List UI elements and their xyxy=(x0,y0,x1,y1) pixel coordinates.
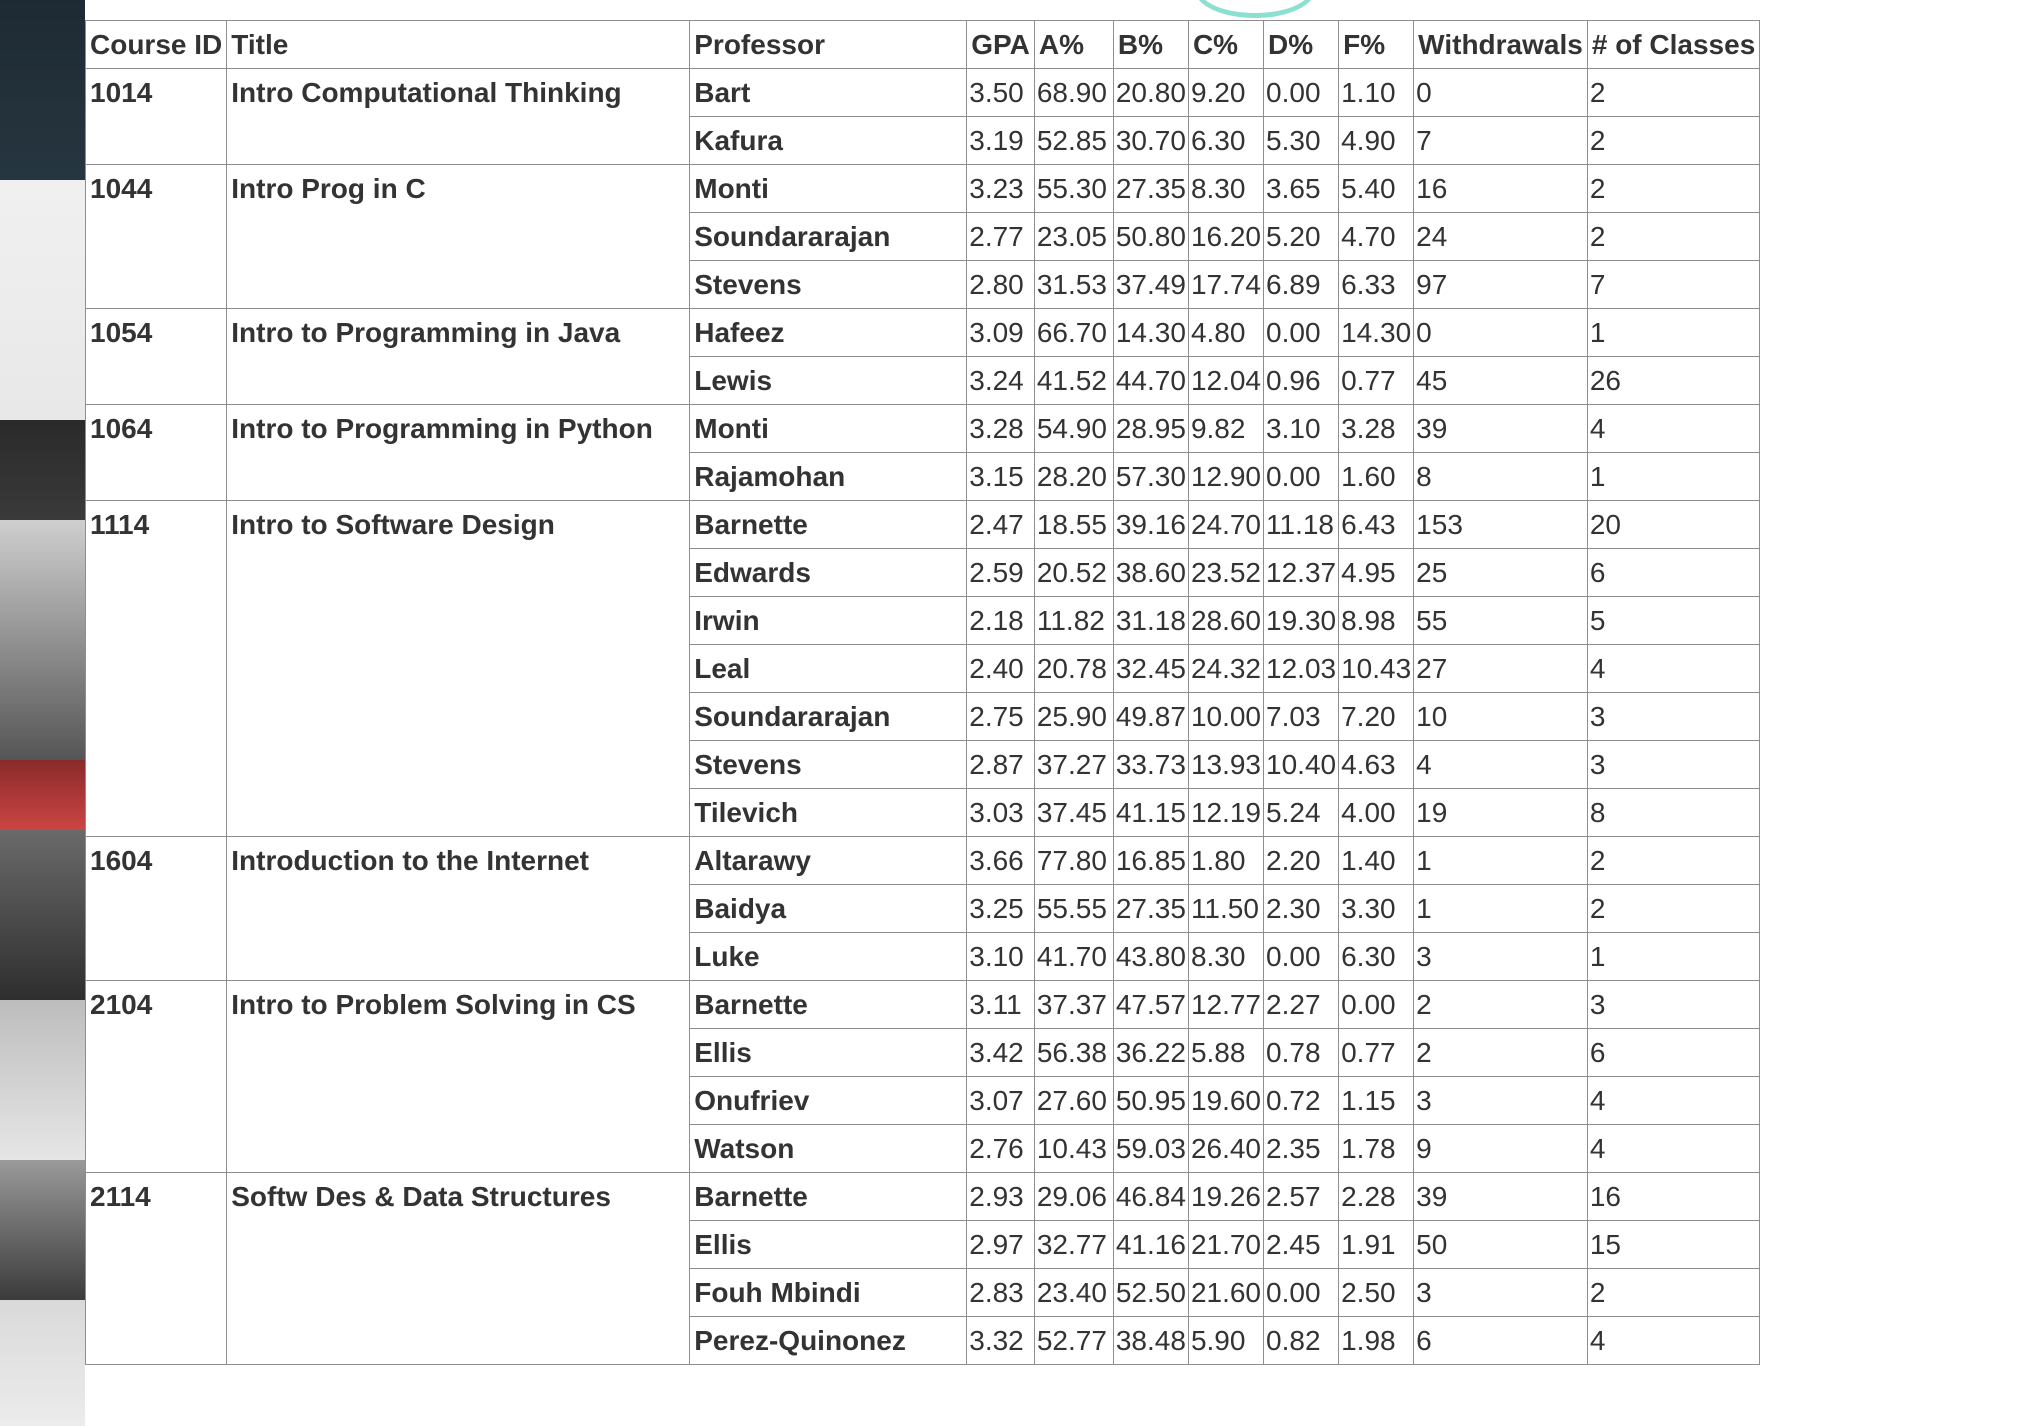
d-percent-cell: 0.00 xyxy=(1264,453,1339,501)
c-percent-cell: 6.30 xyxy=(1188,117,1263,165)
c-percent-cell: 12.77 xyxy=(1188,981,1263,1029)
f-percent-cell: 5.40 xyxy=(1339,165,1414,213)
f-percent-cell: 1.40 xyxy=(1339,837,1414,885)
b-percent-cell: 38.48 xyxy=(1113,1317,1188,1365)
professor-cell: Bart xyxy=(690,69,967,117)
withdrawals-cell: 8 xyxy=(1414,453,1588,501)
b-percent-cell: 46.84 xyxy=(1113,1173,1188,1221)
professor-cell: Irwin xyxy=(690,597,967,645)
withdrawals-cell: 9 xyxy=(1414,1125,1588,1173)
course-title-cell: Softw Des & Data Structures xyxy=(227,1173,690,1365)
withdrawals-cell: 16 xyxy=(1414,165,1588,213)
f-percent-cell: 3.28 xyxy=(1339,405,1414,453)
c-percent-cell: 5.88 xyxy=(1188,1029,1263,1077)
gpa-cell: 2.47 xyxy=(967,501,1035,549)
b-percent-cell: 41.15 xyxy=(1113,789,1188,837)
f-percent-cell: 0.77 xyxy=(1339,357,1414,405)
professor-cell: Monti xyxy=(690,165,967,213)
withdrawals-cell: 25 xyxy=(1414,549,1588,597)
a-percent-cell: 55.55 xyxy=(1034,885,1113,933)
gpa-cell: 3.19 xyxy=(967,117,1035,165)
num-classes-cell: 3 xyxy=(1587,741,1759,789)
background-photo-strip xyxy=(0,0,85,1426)
a-percent-cell: 23.40 xyxy=(1034,1269,1113,1317)
b-percent-cell: 16.85 xyxy=(1113,837,1188,885)
withdrawals-cell: 2 xyxy=(1414,981,1588,1029)
f-percent-cell: 1.78 xyxy=(1339,1125,1414,1173)
b-percent-cell: 38.60 xyxy=(1113,549,1188,597)
b-percent-cell: 37.49 xyxy=(1113,261,1188,309)
professor-cell: Baidya xyxy=(690,885,967,933)
num-classes-cell: 2 xyxy=(1587,165,1759,213)
professor-cell: Barnette xyxy=(690,1173,967,1221)
withdrawals-cell: 39 xyxy=(1414,1173,1588,1221)
c-percent-cell: 21.70 xyxy=(1188,1221,1263,1269)
f-percent-cell: 2.28 xyxy=(1339,1173,1414,1221)
f-percent-cell: 1.98 xyxy=(1339,1317,1414,1365)
d-percent-cell: 5.20 xyxy=(1264,213,1339,261)
c-percent-cell: 1.80 xyxy=(1188,837,1263,885)
c-percent-cell: 24.32 xyxy=(1188,645,1263,693)
c-percent-cell: 12.90 xyxy=(1188,453,1263,501)
d-percent-cell: 2.45 xyxy=(1264,1221,1339,1269)
f-percent-cell: 3.30 xyxy=(1339,885,1414,933)
b-percent-cell: 14.30 xyxy=(1113,309,1188,357)
header-gpa: GPA xyxy=(967,21,1035,69)
a-percent-cell: 77.80 xyxy=(1034,837,1113,885)
num-classes-cell: 2 xyxy=(1587,837,1759,885)
a-percent-cell: 11.82 xyxy=(1034,597,1113,645)
c-percent-cell: 17.74 xyxy=(1188,261,1263,309)
d-percent-cell: 0.82 xyxy=(1264,1317,1339,1365)
d-percent-cell: 5.30 xyxy=(1264,117,1339,165)
num-classes-cell: 2 xyxy=(1587,69,1759,117)
gpa-cell: 2.59 xyxy=(967,549,1035,597)
withdrawals-cell: 3 xyxy=(1414,1077,1588,1125)
num-classes-cell: 6 xyxy=(1587,1029,1759,1077)
withdrawals-cell: 1 xyxy=(1414,837,1588,885)
a-percent-cell: 37.37 xyxy=(1034,981,1113,1029)
withdrawals-cell: 2 xyxy=(1414,1029,1588,1077)
gpa-cell: 2.93 xyxy=(967,1173,1035,1221)
c-percent-cell: 19.60 xyxy=(1188,1077,1263,1125)
gpa-cell: 2.83 xyxy=(967,1269,1035,1317)
a-percent-cell: 28.20 xyxy=(1034,453,1113,501)
d-percent-cell: 7.03 xyxy=(1264,693,1339,741)
table-body xyxy=(86,69,1760,1365)
professor-cell: Luke xyxy=(690,933,967,981)
num-classes-cell: 2 xyxy=(1587,1269,1759,1317)
c-percent-cell: 11.50 xyxy=(1188,885,1263,933)
num-classes-cell: 20 xyxy=(1587,501,1759,549)
c-percent-cell: 23.52 xyxy=(1188,549,1263,597)
num-classes-cell: 4 xyxy=(1587,1077,1759,1125)
c-percent-cell: 26.40 xyxy=(1188,1125,1263,1173)
f-percent-cell: 0.77 xyxy=(1339,1029,1414,1077)
a-percent-cell: 52.85 xyxy=(1034,117,1113,165)
course-title-cell: Introduction to the Internet xyxy=(227,837,690,981)
withdrawals-cell: 7 xyxy=(1414,117,1588,165)
professor-cell: Leal xyxy=(690,645,967,693)
f-percent-cell: 4.90 xyxy=(1339,117,1414,165)
gpa-cell: 2.75 xyxy=(967,693,1035,741)
d-percent-cell: 2.30 xyxy=(1264,885,1339,933)
table-row xyxy=(86,981,1760,1029)
num-classes-cell: 2 xyxy=(1587,213,1759,261)
d-percent-cell: 12.03 xyxy=(1264,645,1339,693)
table-row xyxy=(86,69,1760,117)
d-percent-cell: 6.89 xyxy=(1264,261,1339,309)
b-percent-cell: 36.22 xyxy=(1113,1029,1188,1077)
a-percent-cell: 55.30 xyxy=(1034,165,1113,213)
table-row xyxy=(86,405,1760,453)
d-percent-cell: 11.18 xyxy=(1264,501,1339,549)
professor-cell: Lewis xyxy=(690,357,967,405)
header-course-id: Course ID xyxy=(86,21,227,69)
f-percent-cell: 1.60 xyxy=(1339,453,1414,501)
withdrawals-cell: 27 xyxy=(1414,645,1588,693)
d-percent-cell: 3.10 xyxy=(1264,405,1339,453)
f-percent-cell: 0.00 xyxy=(1339,981,1414,1029)
professor-cell: Onufriev xyxy=(690,1077,967,1125)
header-f-percent: F% xyxy=(1339,21,1414,69)
num-classes-cell: 4 xyxy=(1587,1317,1759,1365)
f-percent-cell: 6.30 xyxy=(1339,933,1414,981)
num-classes-cell: 26 xyxy=(1587,357,1759,405)
a-percent-cell: 31.53 xyxy=(1034,261,1113,309)
d-percent-cell: 2.57 xyxy=(1264,1173,1339,1221)
withdrawals-cell: 153 xyxy=(1414,501,1588,549)
a-percent-cell: 54.90 xyxy=(1034,405,1113,453)
c-percent-cell: 4.80 xyxy=(1188,309,1263,357)
professor-cell: Hafeez xyxy=(690,309,967,357)
b-percent-cell: 32.45 xyxy=(1113,645,1188,693)
course-id-cell: 1064 xyxy=(86,405,227,501)
withdrawals-cell: 39 xyxy=(1414,405,1588,453)
num-classes-cell: 4 xyxy=(1587,645,1759,693)
gpa-cell: 3.24 xyxy=(967,357,1035,405)
d-percent-cell: 0.72 xyxy=(1264,1077,1339,1125)
d-percent-cell: 2.20 xyxy=(1264,837,1339,885)
course-id-cell: 1054 xyxy=(86,309,227,405)
d-percent-cell: 19.30 xyxy=(1264,597,1339,645)
d-percent-cell: 0.00 xyxy=(1264,1269,1339,1317)
withdrawals-cell: 4 xyxy=(1414,741,1588,789)
withdrawals-cell: 0 xyxy=(1414,69,1588,117)
table-row xyxy=(86,501,1760,549)
professor-cell: Fouh Mbindi xyxy=(690,1269,967,1317)
b-percent-cell: 28.95 xyxy=(1113,405,1188,453)
c-percent-cell: 8.30 xyxy=(1188,933,1263,981)
gpa-cell: 3.50 xyxy=(967,69,1035,117)
course-id-cell: 2114 xyxy=(86,1173,227,1365)
b-percent-cell: 20.80 xyxy=(1113,69,1188,117)
course-title-cell: Intro to Problem Solving in CS xyxy=(227,981,690,1173)
num-classes-cell: 15 xyxy=(1587,1221,1759,1269)
withdrawals-cell: 55 xyxy=(1414,597,1588,645)
num-classes-cell: 1 xyxy=(1587,933,1759,981)
b-percent-cell: 31.18 xyxy=(1113,597,1188,645)
gpa-cell: 3.07 xyxy=(967,1077,1035,1125)
gpa-cell: 2.77 xyxy=(967,213,1035,261)
a-percent-cell: 27.60 xyxy=(1034,1077,1113,1125)
header-professor: Professor xyxy=(690,21,967,69)
course-id-cell: 1604 xyxy=(86,837,227,981)
c-percent-cell: 13.93 xyxy=(1188,741,1263,789)
withdrawals-cell: 0 xyxy=(1414,309,1588,357)
professor-cell: Perez-Quinonez xyxy=(690,1317,967,1365)
course-title-cell: Intro to Software Design xyxy=(227,501,690,837)
num-classes-cell: 3 xyxy=(1587,693,1759,741)
header-title: Title xyxy=(227,21,690,69)
professor-cell: Barnette xyxy=(690,501,967,549)
withdrawals-cell: 1 xyxy=(1414,885,1588,933)
f-percent-cell: 2.50 xyxy=(1339,1269,1414,1317)
a-percent-cell: 37.45 xyxy=(1034,789,1113,837)
num-classes-cell: 2 xyxy=(1587,885,1759,933)
b-percent-cell: 50.95 xyxy=(1113,1077,1188,1125)
f-percent-cell: 14.30 xyxy=(1339,309,1414,357)
d-percent-cell: 2.35 xyxy=(1264,1125,1339,1173)
withdrawals-cell: 50 xyxy=(1414,1221,1588,1269)
course-title-cell: Intro Prog in C xyxy=(227,165,690,309)
withdrawals-cell: 3 xyxy=(1414,933,1588,981)
d-percent-cell: 0.00 xyxy=(1264,933,1339,981)
course-title-cell: Intro to Programming in Python xyxy=(227,405,690,501)
b-percent-cell: 41.16 xyxy=(1113,1221,1188,1269)
gpa-cell: 2.40 xyxy=(967,645,1035,693)
f-percent-cell: 1.91 xyxy=(1339,1221,1414,1269)
gpa-cell: 2.87 xyxy=(967,741,1035,789)
num-classes-cell: 6 xyxy=(1587,549,1759,597)
professor-cell: Altarawy xyxy=(690,837,967,885)
professor-cell: Stevens xyxy=(690,261,967,309)
gpa-cell: 3.03 xyxy=(967,789,1035,837)
gpa-cell: 3.09 xyxy=(967,309,1035,357)
table-row xyxy=(86,309,1760,357)
a-percent-cell: 56.38 xyxy=(1034,1029,1113,1077)
withdrawals-cell: 10 xyxy=(1414,693,1588,741)
gpa-cell: 3.25 xyxy=(967,885,1035,933)
withdrawals-cell: 45 xyxy=(1414,357,1588,405)
gpa-cell: 3.23 xyxy=(967,165,1035,213)
professor-cell: Soundararajan xyxy=(690,693,967,741)
withdrawals-cell: 6 xyxy=(1414,1317,1588,1365)
header-a-percent: A% xyxy=(1034,21,1113,69)
num-classes-cell: 5 xyxy=(1587,597,1759,645)
c-percent-cell: 28.60 xyxy=(1188,597,1263,645)
professor-cell: Stevens xyxy=(690,741,967,789)
table-row xyxy=(86,1173,1760,1221)
f-percent-cell: 4.95 xyxy=(1339,549,1414,597)
a-percent-cell: 20.78 xyxy=(1034,645,1113,693)
f-percent-cell: 4.00 xyxy=(1339,789,1414,837)
f-percent-cell: 4.70 xyxy=(1339,213,1414,261)
c-percent-cell: 12.19 xyxy=(1188,789,1263,837)
course-id-cell: 1114 xyxy=(86,501,227,837)
header-d-percent: D% xyxy=(1264,21,1339,69)
num-classes-cell: 4 xyxy=(1587,1125,1759,1173)
a-percent-cell: 52.77 xyxy=(1034,1317,1113,1365)
d-percent-cell: 0.78 xyxy=(1264,1029,1339,1077)
withdrawals-cell: 24 xyxy=(1414,213,1588,261)
table-header-row xyxy=(86,21,1760,69)
withdrawals-cell: 97 xyxy=(1414,261,1588,309)
b-percent-cell: 27.35 xyxy=(1113,165,1188,213)
c-percent-cell: 9.82 xyxy=(1188,405,1263,453)
professor-cell: Soundararajan xyxy=(690,213,967,261)
f-percent-cell: 8.98 xyxy=(1339,597,1414,645)
header-withdrawals: Withdrawals xyxy=(1414,21,1588,69)
gpa-cell: 3.42 xyxy=(967,1029,1035,1077)
a-percent-cell: 41.70 xyxy=(1034,933,1113,981)
num-classes-cell: 4 xyxy=(1587,405,1759,453)
course-id-cell: 1014 xyxy=(86,69,227,165)
c-percent-cell: 9.20 xyxy=(1188,69,1263,117)
a-percent-cell: 29.06 xyxy=(1034,1173,1113,1221)
c-percent-cell: 21.60 xyxy=(1188,1269,1263,1317)
c-percent-cell: 24.70 xyxy=(1188,501,1263,549)
withdrawals-cell: 3 xyxy=(1414,1269,1588,1317)
f-percent-cell: 1.10 xyxy=(1339,69,1414,117)
a-percent-cell: 66.70 xyxy=(1034,309,1113,357)
b-percent-cell: 47.57 xyxy=(1113,981,1188,1029)
professor-cell: Ellis xyxy=(690,1029,967,1077)
header-num-classes: # of Classes xyxy=(1587,21,1759,69)
f-percent-cell: 6.33 xyxy=(1339,261,1414,309)
d-percent-cell: 0.00 xyxy=(1264,69,1339,117)
gpa-cell: 3.32 xyxy=(967,1317,1035,1365)
a-percent-cell: 23.05 xyxy=(1034,213,1113,261)
d-percent-cell: 12.37 xyxy=(1264,549,1339,597)
a-percent-cell: 41.52 xyxy=(1034,357,1113,405)
table-row xyxy=(86,165,1760,213)
num-classes-cell: 3 xyxy=(1587,981,1759,1029)
c-percent-cell: 8.30 xyxy=(1188,165,1263,213)
b-percent-cell: 59.03 xyxy=(1113,1125,1188,1173)
b-percent-cell: 50.80 xyxy=(1113,213,1188,261)
gpa-cell: 2.76 xyxy=(967,1125,1035,1173)
num-classes-cell: 8 xyxy=(1587,789,1759,837)
header-b-percent: B% xyxy=(1113,21,1188,69)
d-percent-cell: 5.24 xyxy=(1264,789,1339,837)
page-header-accent-decoration xyxy=(1195,0,1315,18)
professor-cell: Edwards xyxy=(690,549,967,597)
course-id-cell: 2104 xyxy=(86,981,227,1173)
professor-cell: Watson xyxy=(690,1125,967,1173)
d-percent-cell: 0.00 xyxy=(1264,309,1339,357)
num-classes-cell: 16 xyxy=(1587,1173,1759,1221)
gpa-cell: 3.15 xyxy=(967,453,1035,501)
f-percent-cell: 10.43 xyxy=(1339,645,1414,693)
grade-distribution-table xyxy=(85,20,1760,1365)
b-percent-cell: 27.35 xyxy=(1113,885,1188,933)
b-percent-cell: 52.50 xyxy=(1113,1269,1188,1317)
b-percent-cell: 49.87 xyxy=(1113,693,1188,741)
f-percent-cell: 1.15 xyxy=(1339,1077,1414,1125)
gpa-cell: 3.11 xyxy=(967,981,1035,1029)
c-percent-cell: 16.20 xyxy=(1188,213,1263,261)
a-percent-cell: 25.90 xyxy=(1034,693,1113,741)
professor-cell: Barnette xyxy=(690,981,967,1029)
b-percent-cell: 30.70 xyxy=(1113,117,1188,165)
gpa-cell: 2.97 xyxy=(967,1221,1035,1269)
d-percent-cell: 2.27 xyxy=(1264,981,1339,1029)
course-title-cell: Intro to Programming in Java xyxy=(227,309,690,405)
b-percent-cell: 33.73 xyxy=(1113,741,1188,789)
b-percent-cell: 43.80 xyxy=(1113,933,1188,981)
a-percent-cell: 20.52 xyxy=(1034,549,1113,597)
num-classes-cell: 1 xyxy=(1587,453,1759,501)
f-percent-cell: 4.63 xyxy=(1339,741,1414,789)
c-percent-cell: 10.00 xyxy=(1188,693,1263,741)
gpa-cell: 3.28 xyxy=(967,405,1035,453)
gpa-cell: 3.66 xyxy=(967,837,1035,885)
gpa-cell: 3.10 xyxy=(967,933,1035,981)
b-percent-cell: 57.30 xyxy=(1113,453,1188,501)
page xyxy=(85,0,2040,1426)
gpa-cell: 2.18 xyxy=(967,597,1035,645)
professor-cell: Monti xyxy=(690,405,967,453)
professor-cell: Tilevich xyxy=(690,789,967,837)
f-percent-cell: 7.20 xyxy=(1339,693,1414,741)
a-percent-cell: 37.27 xyxy=(1034,741,1113,789)
professor-cell: Kafura xyxy=(690,117,967,165)
d-percent-cell: 10.40 xyxy=(1264,741,1339,789)
c-percent-cell: 12.04 xyxy=(1188,357,1263,405)
b-percent-cell: 44.70 xyxy=(1113,357,1188,405)
b-percent-cell: 39.16 xyxy=(1113,501,1188,549)
course-id-cell: 1044 xyxy=(86,165,227,309)
a-percent-cell: 10.43 xyxy=(1034,1125,1113,1173)
num-classes-cell: 7 xyxy=(1587,261,1759,309)
professor-cell: Ellis xyxy=(690,1221,967,1269)
professor-cell: Rajamohan xyxy=(690,453,967,501)
header-c-percent: C% xyxy=(1188,21,1263,69)
a-percent-cell: 32.77 xyxy=(1034,1221,1113,1269)
gpa-cell: 2.80 xyxy=(967,261,1035,309)
a-percent-cell: 68.90 xyxy=(1034,69,1113,117)
c-percent-cell: 19.26 xyxy=(1188,1173,1263,1221)
c-percent-cell: 5.90 xyxy=(1188,1317,1263,1365)
d-percent-cell: 3.65 xyxy=(1264,165,1339,213)
f-percent-cell: 6.43 xyxy=(1339,501,1414,549)
course-title-cell: Intro Computational Thinking xyxy=(227,69,690,165)
withdrawals-cell: 19 xyxy=(1414,789,1588,837)
num-classes-cell: 2 xyxy=(1587,117,1759,165)
d-percent-cell: 0.96 xyxy=(1264,357,1339,405)
table-row xyxy=(86,837,1760,885)
a-percent-cell: 18.55 xyxy=(1034,501,1113,549)
num-classes-cell: 1 xyxy=(1587,309,1759,357)
